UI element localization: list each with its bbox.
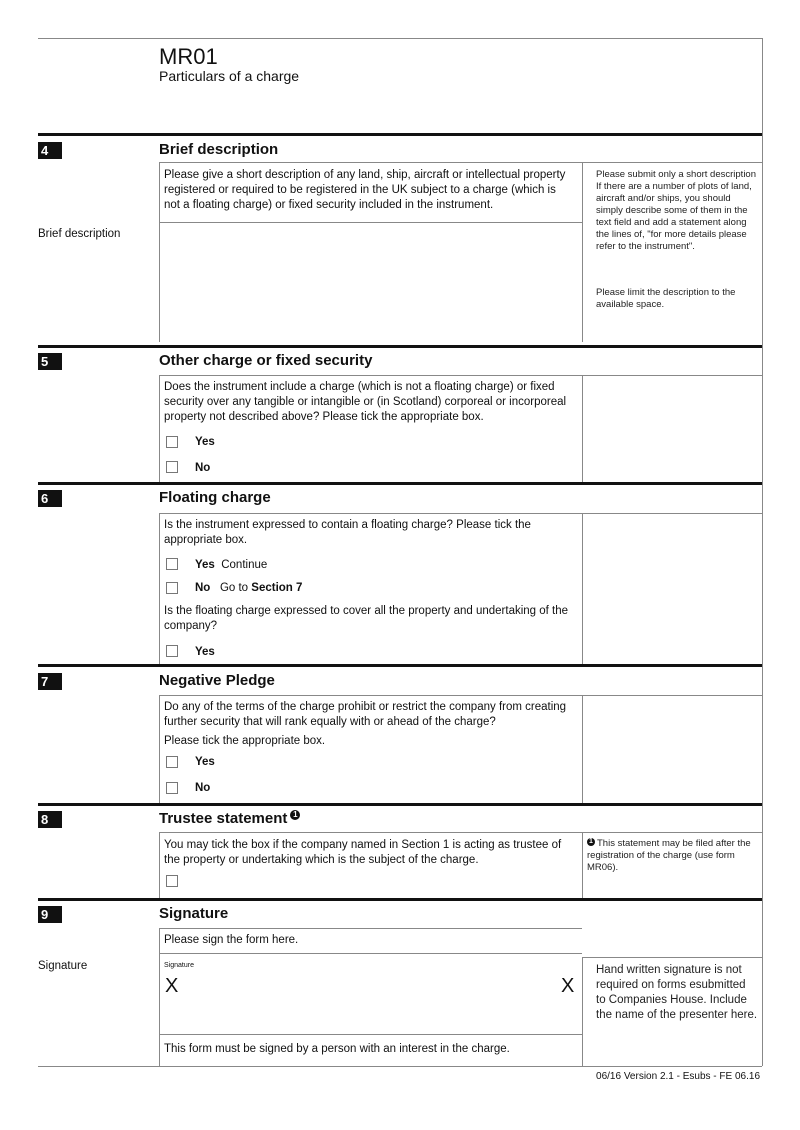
section-6-title: Floating charge bbox=[159, 489, 271, 506]
section-5-yes-option bbox=[195, 436, 215, 448]
section-4-title: Brief description bbox=[159, 141, 279, 158]
section-6-yes2-option bbox=[195, 646, 215, 658]
section-9-subrule bbox=[159, 928, 582, 929]
section-6-subrule bbox=[159, 513, 762, 514]
section-8-side-note: This statement may be filed after the registration of the charge (use form MR06). bbox=[587, 838, 751, 873]
section-8-side-note-wrap bbox=[587, 838, 757, 874]
section-4-number: 4 bbox=[38, 142, 62, 159]
section-9-side-left bbox=[582, 957, 583, 1066]
section-7-yes-checkbox[interactable] bbox=[166, 756, 178, 768]
section-5-question: Does the instrument include a charge (which is not a floating charge) or fixed security over any tangible or intangible or (in Scotland) corporeal or incorporeal property not described above? Please tick the appropriate box. bbox=[164, 381, 567, 423]
section-8-box-right bbox=[582, 832, 583, 898]
section-8-number: 8 bbox=[38, 811, 62, 828]
section-4-side-note: Please submit only a short description If there are a number of plots of land, aircraft and/or ships, you should simply describe some of them in the text field and add a statement along the lines of, "for more details please refer to the instrument". bbox=[596, 169, 756, 252]
section-9-title: Signature bbox=[159, 905, 229, 922]
section-4-subrule bbox=[159, 162, 762, 163]
section-5-no-checkbox[interactable] bbox=[166, 461, 178, 473]
section-7-rule bbox=[38, 664, 762, 667]
section-4-rule bbox=[38, 133, 762, 136]
section-6-question-1: Is the instrument expressed to contain a floating charge? Please tick the appropriate box. bbox=[164, 519, 531, 546]
form-title: Particulars of a charge bbox=[159, 68, 300, 84]
section-9-footnote: This form must be signed by a person with an interest in the charge. bbox=[164, 1043, 510, 1055]
section-8-title: Trustee statement bbox=[159, 810, 288, 827]
section-5-number: 5 bbox=[38, 353, 62, 370]
section-6-no-suffix: Go to bbox=[219, 582, 249, 594]
section-8-title-wrap bbox=[159, 810, 300, 827]
top-rule bbox=[38, 38, 762, 39]
section-6-box-right bbox=[582, 513, 583, 664]
section-7-yes-label: Yes bbox=[195, 756, 215, 768]
section-5-yes-checkbox[interactable] bbox=[166, 436, 178, 448]
section-6-question-2: Is the floating charge expressed to cover all the property and undertaking of the company? bbox=[164, 605, 569, 632]
section-7-yes-option bbox=[195, 756, 215, 768]
section-5-rule bbox=[38, 345, 762, 348]
signature-box-label: Signature bbox=[164, 962, 194, 969]
section-9-number: 9 bbox=[38, 906, 62, 923]
section-8-subrule bbox=[159, 832, 762, 833]
section-8-statement: You may tick the box if the company named in Section 1 is acting as trustee of the property or undertaking which is the subject of the charge. bbox=[164, 839, 562, 866]
section-7-box-right bbox=[582, 695, 583, 803]
section-7-question: Do any of the terms of the charge prohibit or restrict the company from creating further security that will rank equally with or ahead of the charge? bbox=[164, 701, 567, 728]
section-7-question-2: Please tick the appropriate box. bbox=[164, 735, 326, 747]
section-5-title: Other charge or fixed security bbox=[159, 352, 373, 369]
section-9-side-note: Hand written signature is not required on forms esubmitted to Companies House. Include the name of the presenter here. bbox=[596, 964, 758, 1021]
signature-label: Signature bbox=[38, 960, 88, 972]
section-6-yes2-label: Yes bbox=[195, 646, 215, 658]
section-5-box-right bbox=[582, 375, 583, 482]
section-6-yes-checkbox[interactable] bbox=[166, 558, 178, 570]
section-7-no-checkbox[interactable] bbox=[166, 782, 178, 794]
section-7-subrule bbox=[159, 695, 762, 696]
section-6-number: 6 bbox=[38, 490, 62, 507]
note-1-icon: 1 bbox=[290, 810, 300, 820]
section-9-sig-bottom bbox=[159, 1034, 582, 1035]
section-6-box-left bbox=[159, 513, 160, 664]
section-8-box-left bbox=[159, 832, 160, 898]
section-7-no-label: No bbox=[195, 782, 211, 794]
brief-description-label: Brief description bbox=[38, 228, 121, 240]
section-9-instruction: Please sign the form here. bbox=[164, 934, 299, 946]
section-5-yes-label: Yes bbox=[195, 436, 215, 448]
section-4-field-right bbox=[582, 162, 583, 342]
section-5-box-left bbox=[159, 375, 160, 482]
section-9-rule bbox=[38, 898, 762, 901]
section-9-side-top bbox=[582, 957, 762, 958]
section-5-no-label: No bbox=[195, 462, 211, 474]
signature-box[interactable] bbox=[160, 954, 581, 1034]
section-8-rule bbox=[38, 803, 762, 806]
section-7-number: 7 bbox=[38, 673, 62, 690]
top-right-rule bbox=[762, 38, 763, 1066]
section-7-no-option bbox=[195, 782, 210, 794]
section-6-no-option bbox=[195, 582, 302, 594]
note-1-marker-icon: 1 bbox=[587, 838, 595, 846]
signature-x-right: X bbox=[561, 975, 575, 997]
section-6-yes2-checkbox[interactable] bbox=[166, 645, 178, 657]
section-7-title: Negative Pledge bbox=[159, 672, 275, 689]
section-6-yes-label: Yes bbox=[195, 559, 215, 571]
bottom-rule bbox=[38, 1066, 762, 1067]
section-4-side-note-limit: Please limit the description to the available space. bbox=[596, 287, 736, 310]
section-6-no-section: Section 7 bbox=[251, 582, 303, 594]
form-code: MR01 bbox=[159, 44, 218, 69]
section-6-yes-option bbox=[195, 559, 267, 571]
section-6-no-checkbox[interactable] bbox=[166, 582, 178, 594]
brief-description-field[interactable] bbox=[160, 223, 581, 341]
section-5-no-option bbox=[195, 462, 210, 474]
section-6-yes-suffix: Continue bbox=[221, 559, 268, 571]
footer-version: 06/16 Version 2.1 - Esubs - FE 06.16 bbox=[596, 1071, 760, 1082]
section-7-box-left bbox=[159, 695, 160, 803]
trustee-checkbox[interactable] bbox=[166, 875, 178, 887]
section-5-subrule bbox=[159, 375, 762, 376]
signature-x-left: X bbox=[165, 975, 179, 997]
section-6-no-label: No bbox=[195, 582, 211, 594]
section-4-instruction: Please give a short description of any land, ship, aircraft or intellectual property registered or required to be registered in the UK subject to a charge (which is not a floating charge) or fixed security included in the instrument. bbox=[164, 169, 566, 211]
section-6-rule bbox=[38, 482, 762, 485]
